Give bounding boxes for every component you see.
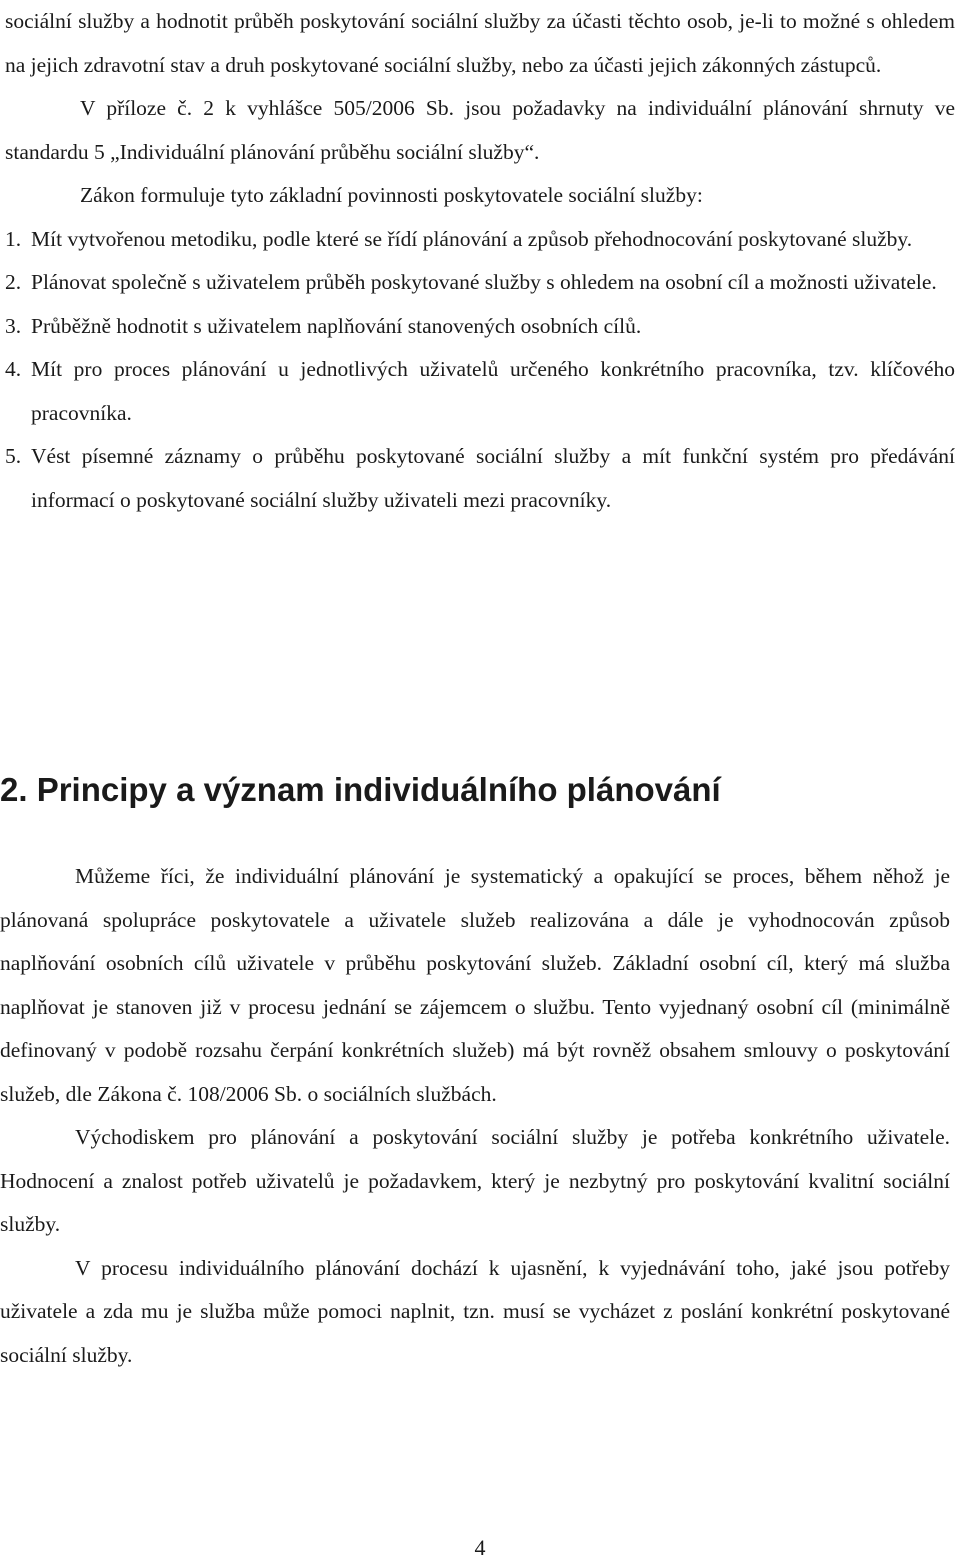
list-item-text: Plánovat společně s uživatelem průběh poskytované služby s ohledem na osobní cíl a možnosti uživatele. <box>31 270 937 294</box>
list-item-text: Vést písemné záznamy o průběhu poskytované sociální služby a mít funkční systém pro předávání informací o poskytované sociální služby uživateli mezi pracovníky. <box>31 444 955 512</box>
list-item <box>5 348 955 435</box>
list-item <box>5 218 955 262</box>
section-heading: 2. Principy a význam individuálního plánování <box>0 771 721 808</box>
list-item-number: 1. <box>5 226 22 251</box>
list-item-text: Průběžně hodnotit s uživatelem naplňování stanovených osobních cílů. <box>31 313 642 338</box>
paragraph-continuation: sociální služby a hodnotit průběh poskytování sociální služby za účasti těchto osob, je-li to možné s ohledem na jejich zdravotní stav a druh poskytované sociální služby, nebo za účasti jejich zákonných zástupců. <box>5 9 955 77</box>
list-item <box>5 435 955 522</box>
list-item-text: Mít pro proces plánování u jednotlivých uživatelů určeného konkrétního pracovníka, tzv. klíčového pracovníka. <box>31 357 955 425</box>
list-item-number: 5. <box>5 444 22 468</box>
paragraph-section-2: Východiskem pro plánování a poskytování sociální služby je potřeba konkrétního uživatele. Hodnocení a znalost potřeb uživatelů je požadavkem, který je nezbytný pro poskytování kvalitní sociální služby. <box>0 1125 950 1236</box>
paragraph-annex: V příloze č. 2 k vyhlášce 505/2006 Sb. jsou požadavky na individuální plánování shrnuty ve standardu 5 „Individuální plánování průběhu sociální služby“. <box>5 96 955 164</box>
list-item-number: 3. <box>5 313 22 338</box>
paragraph-section-1: Můžeme říci, že individuální plánování je systematický a opakující se proces, během něhož je plánovaná spolupráce poskytovatele a uživatele služeb realizována a dále je vyhodnocován způsob naplňování osobních cílů uživatele v průběhu poskytování služeb. Základní osobní cíl, který má služba naplňovat je stanoven již v procesu jednání se zájemcem o službu. Tento vyjednaný osobní cíl (minimálně definovaný v podobě rozsahu čerpání konkrétních služeb) má být rovněž obsahem smlouvy o poskytování služeb, dle Zákona č. 108/2006 Sb. o sociálních službách. <box>0 864 950 1106</box>
requirements-list <box>5 218 955 523</box>
paragraph-law-intro: Zákon formuluje tyto základní povinnosti poskytovatele sociální služby: <box>80 183 703 207</box>
section-body <box>0 855 950 1377</box>
document-page <box>5 0 955 522</box>
list-item-number: 2. <box>5 270 22 294</box>
page-number: 4 <box>474 1535 486 1560</box>
paragraph-section-3: V procesu individuálního plánování dochází k ujasnění, k vyjednávání toho, jaké jsou potřeby uživatele a zda mu je služba může pomoci naplnit, tzn. musí se vycházet z poslání konkrétní poskytované sociální služby. <box>0 1255 950 1367</box>
list-item <box>5 305 955 349</box>
list-item <box>5 261 955 305</box>
list-item-text: Mít vytvořenou metodiku, podle které se řídí plánování a způsob přehodnocování poskytované služby. <box>31 226 913 251</box>
list-item-number: 4. <box>5 357 22 381</box>
